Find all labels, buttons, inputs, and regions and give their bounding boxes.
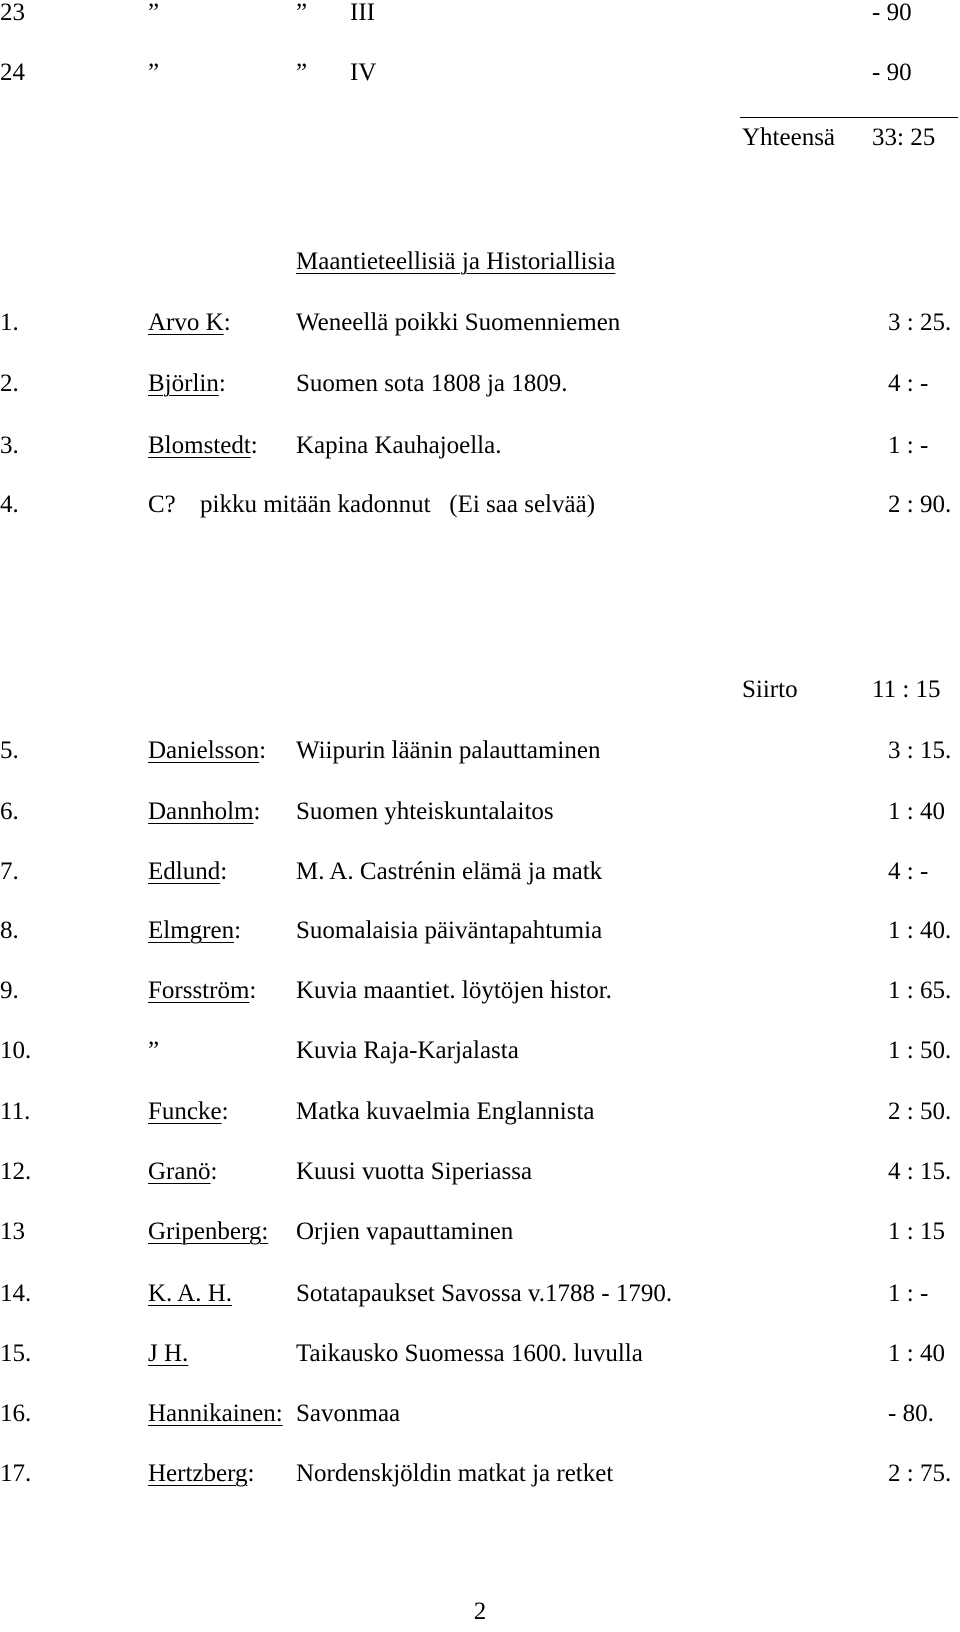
author-separator: :: [218, 370, 226, 397]
entry-title: Taikausko Suomessa 1600. luvulla: [296, 1340, 643, 1367]
entry-number: 2.: [0, 370, 19, 397]
entry-number: 6.: [0, 798, 19, 825]
entry-amount: - 90: [872, 0, 912, 26]
entry-row: [0, 794, 960, 830]
entry-amount: 3 : 25.: [888, 309, 952, 336]
entry-row: [0, 1396, 960, 1432]
entry-title: Savonmaa: [296, 1400, 401, 1427]
siirto-label: Siirto: [742, 676, 798, 703]
entry-author: Hertzberg: [148, 1460, 248, 1487]
entry-row: [0, 1094, 960, 1130]
entry-title: Suomen sota 1808 ja 1809.: [296, 370, 568, 397]
entry-title: Matka kuvaelmia Englannista: [296, 1098, 595, 1125]
entry-author: Hannikainen:: [148, 1400, 283, 1427]
entry-title: Nordenskjöldin matkat ja retket: [296, 1460, 614, 1487]
entry-row: [0, 366, 960, 402]
entry-row: [0, 0, 960, 31]
entry-amount: 4 : -: [888, 370, 929, 397]
entry-row: [0, 1456, 960, 1492]
total-row: [0, 120, 960, 156]
entry-title: Sotatapaukset Savossa v.1788 - 1790.: [296, 1280, 673, 1307]
volume-number: III: [350, 0, 375, 26]
author-separator: :: [249, 977, 257, 1004]
entry-author: Forsström: [148, 977, 250, 1004]
entry-number: 7.: [0, 858, 19, 885]
entry-title: Suomalaisia päiväntapahtumia: [296, 917, 603, 944]
entry-title: Suomen yhteiskuntalaitos: [296, 798, 554, 825]
entry-amount: 1 : 40.: [888, 917, 952, 944]
siirto-row: [0, 672, 960, 708]
author-separator: :: [247, 1460, 255, 1487]
entry-row: [0, 1033, 960, 1069]
entry-author: Arvo K: [148, 309, 224, 336]
entry-number: 5.: [0, 737, 19, 764]
entry-row: [0, 428, 960, 464]
entry-author: Danielsson: [148, 737, 260, 764]
total-rule: [740, 117, 958, 118]
entry-amount: 1 : 40: [888, 1340, 945, 1367]
entry-author: Granö: [148, 1158, 211, 1185]
entry-number: 9.: [0, 977, 19, 1004]
entry-title: Weneellä poikki Suomenniemen: [296, 309, 621, 336]
author-separator: :: [221, 1098, 229, 1125]
entry-number: 4.: [0, 491, 19, 518]
entry-number: 11.: [0, 1098, 31, 1125]
entry-number: 1.: [0, 309, 19, 336]
entry-title: Kapina Kauhajoella.: [296, 432, 502, 459]
entry-title: Kuvia Raja-Karjalasta: [296, 1037, 519, 1064]
entry-title: Kuvia maantiet. löytöjen histor.: [296, 977, 612, 1004]
ditto-mark: ”: [296, 0, 308, 26]
author-separator: :: [210, 1158, 218, 1185]
entry-row: [0, 1276, 960, 1312]
entry-amount: 3 : 15.: [888, 737, 952, 764]
entry-amount: 2 : 75.: [888, 1460, 952, 1487]
entry-number: 15.: [0, 1340, 32, 1367]
ditto-mark: ”: [148, 59, 160, 86]
page-number: 2: [473, 1598, 487, 1625]
ditto-mark: ”: [296, 59, 308, 86]
entry-number: 14.: [0, 1280, 32, 1307]
entry-amount: 4 : 15.: [888, 1158, 952, 1185]
entry-row: [0, 55, 960, 91]
entry-number: 13: [0, 1218, 25, 1245]
entry-row: [0, 1214, 960, 1250]
entry-row: [0, 487, 960, 523]
entry-author: Gripenberg:: [148, 1218, 269, 1245]
section-heading: Maantieteellisiä ja Historiallisia: [296, 248, 616, 275]
entry-amount: - 90: [872, 59, 912, 86]
entry-author: Elmgren: [148, 917, 235, 944]
entry-title: Wiipurin läänin palauttaminen: [296, 737, 601, 764]
entry-author: Funcke: [148, 1098, 222, 1125]
siirto-value: 11 : 15: [872, 676, 941, 703]
author-separator: :: [253, 798, 261, 825]
entry-number: 23: [0, 0, 25, 26]
entry-title: M. A. Castrénin elämä ja matk: [296, 858, 603, 885]
entry-author: Björlin: [148, 370, 219, 397]
page-number-row: [0, 1594, 960, 1630]
entry-row: [0, 733, 960, 769]
entry-number: 8.: [0, 917, 19, 944]
entry-author: C?: [148, 491, 176, 518]
entry-number: 3.: [0, 432, 19, 459]
entry-title: Orjien vapauttaminen: [296, 1218, 514, 1245]
author-separator: :: [234, 917, 242, 944]
entry-author: J H.: [148, 1340, 189, 1367]
entry-amount: 1 : -: [888, 432, 929, 459]
entry-row: [0, 913, 960, 949]
entry-amount: 1 : 50.: [888, 1037, 952, 1064]
entry-row: [0, 1154, 960, 1190]
entry-amount: 2 : 50.: [888, 1098, 952, 1125]
entry-author: Dannholm: [148, 798, 254, 825]
total-value: 33: 25: [872, 124, 936, 151]
entry-title: pikku mitään kadonnut (Ei saa selvää): [200, 491, 596, 518]
entry-row: [0, 1336, 960, 1372]
entry-amount: 1 : -: [888, 1280, 929, 1307]
ditto-mark: ”: [148, 1037, 160, 1064]
section-heading-row: [0, 244, 960, 280]
entry-amount: 1 : 40: [888, 798, 945, 825]
total-label: Yhteensä: [742, 124, 836, 151]
volume-number: IV: [350, 59, 377, 86]
entry-amount: 4 : -: [888, 858, 929, 885]
entry-row: [0, 305, 960, 341]
entry-author: Blomstedt: [148, 432, 251, 459]
author-separator: :: [223, 309, 231, 336]
entry-author: Edlund: [148, 858, 221, 885]
entry-number: 17.: [0, 1460, 32, 1487]
entry-amount: - 80.: [888, 1400, 934, 1427]
entry-number: 16.: [0, 1400, 32, 1427]
author-separator: :: [250, 432, 258, 459]
entry-author: K. A. H.: [148, 1280, 233, 1307]
entry-amount: 1 : 65.: [888, 977, 952, 1004]
entry-number: 10.: [0, 1037, 32, 1064]
ditto-mark: ”: [148, 0, 160, 26]
entry-number: 12.: [0, 1158, 32, 1185]
entry-title: Kuusi vuotta Siperiassa: [296, 1158, 533, 1185]
entry-number: 24: [0, 59, 25, 86]
entry-amount: 2 : 90.: [888, 491, 952, 518]
entry-amount: 1 : 15: [888, 1218, 945, 1245]
entry-row: [0, 854, 960, 890]
author-separator: :: [259, 737, 267, 764]
entry-row: [0, 973, 960, 1009]
author-separator: :: [220, 858, 228, 885]
